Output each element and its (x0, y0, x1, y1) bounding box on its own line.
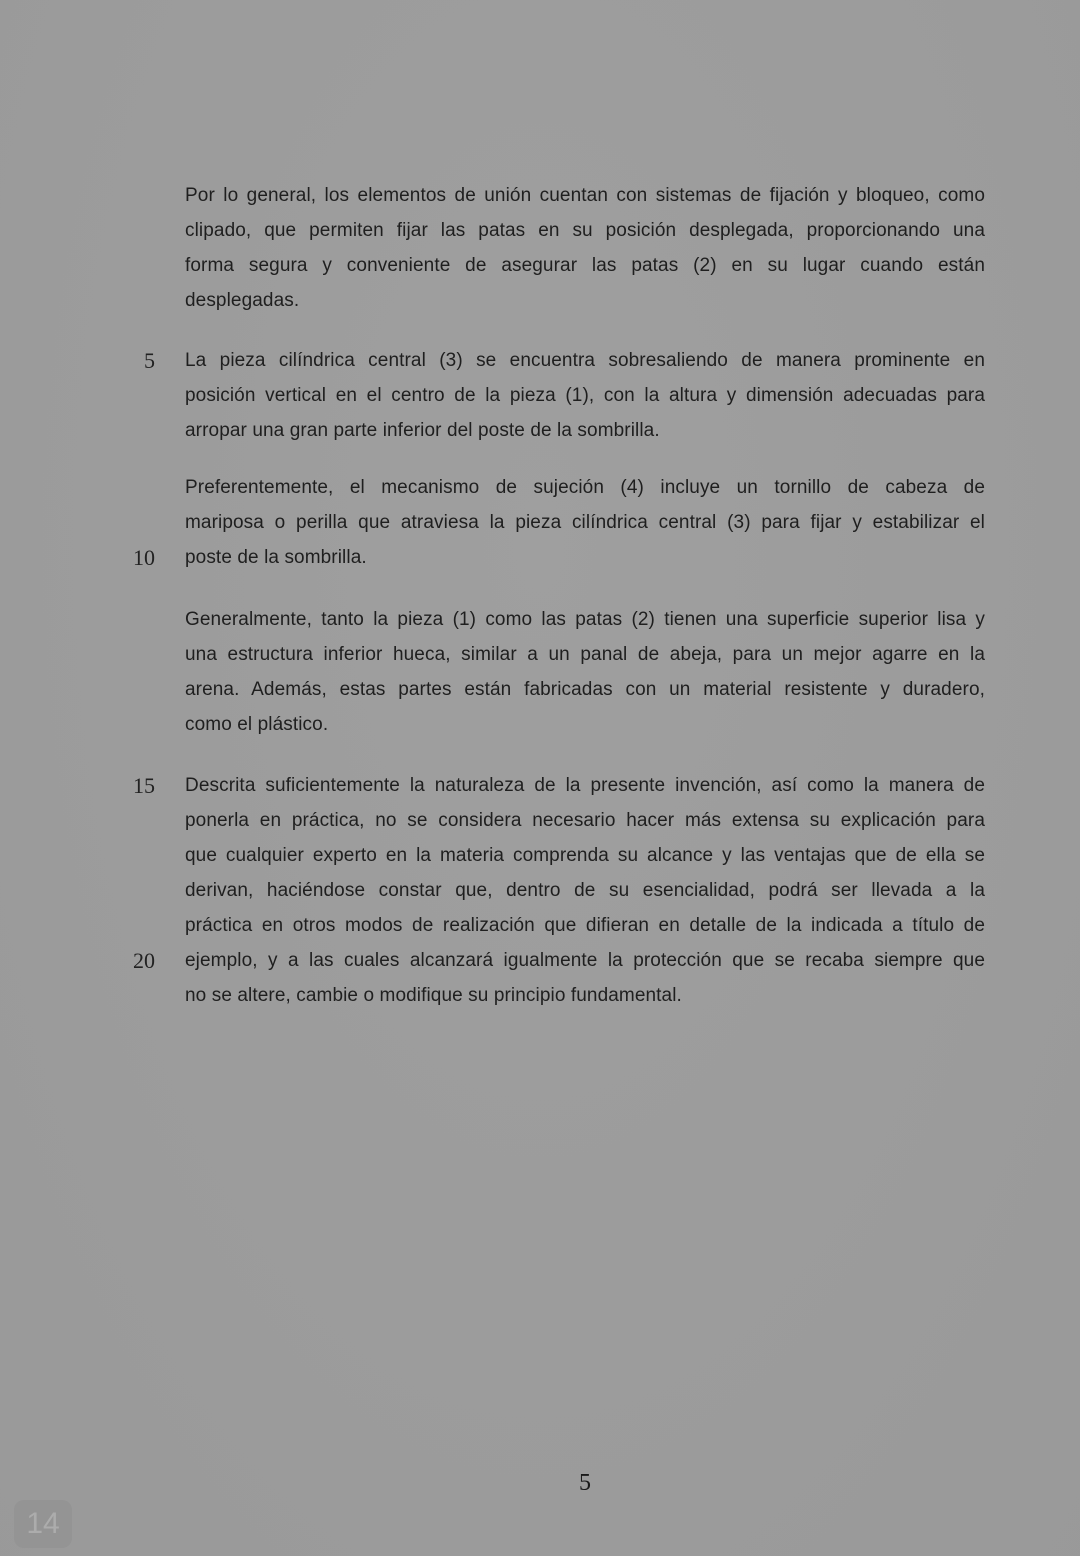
text-line: ponerla en práctica, no se considera necesario hacer más extensa su explicación para (185, 810, 985, 831)
text-line: desplegadas. (185, 290, 300, 311)
text-line: arropar una gran parte inferior del poste de la sombrilla. (185, 420, 660, 441)
text-line: como el plástico. (185, 714, 329, 735)
text-line: mariposa o perilla que atraviesa la pieza cilíndrica central (3) para fijar y estabilizar el (185, 512, 985, 533)
text-line: ejemplo, y a las cuales alcanzará igualmente la protección que se recaba siempre que (185, 950, 985, 971)
text-line: derivan, haciéndose constar que, dentro de su esencialidad, podrá ser llevada a la (185, 880, 985, 901)
text-line: que cualquier experto en la materia comprenda su alcance y las ventajas que de ella se (185, 845, 985, 866)
paragraph-3 (185, 470, 985, 575)
text-line: posición vertical en el centro de la pieza (1), con la altura y dimensión adecuadas para (185, 385, 985, 406)
text-line: Preferentemente, el mecanismo de sujeción (4) incluye un tornillo de cabeza de (185, 477, 985, 498)
text-line: Generalmente, tanto la pieza (1) como las patas (2) tienen una superficie superior lisa y (185, 609, 985, 630)
paragraph-2 (185, 343, 985, 448)
text-line: Descrita suficientemente la naturaleza de la presente invención, así como la manera de (185, 775, 985, 796)
page-thumbnail-badge: 14 (14, 1500, 72, 1548)
margin-line-number-20: 20 (133, 948, 155, 973)
text-line: La pieza cilíndrica central (3) se encuentra sobresaliendo de manera prominente en (185, 350, 985, 371)
paragraph-1 (185, 178, 985, 318)
margin-line-number-10: 10 (133, 545, 155, 570)
paragraph-4 (185, 602, 985, 742)
text-line: forma segura y conveniente de asegurar las patas (2) en su lugar cuando están (185, 255, 985, 276)
margin-line-number-15: 15 (133, 773, 155, 798)
text-line: una estructura inferior hueca, similar a un panal de abeja, para un mejor agarre en la (185, 644, 985, 665)
margin-line-number-5: 5 (144, 348, 155, 373)
text-line: poste de la sombrilla. (185, 547, 367, 568)
text-line: Por lo general, los elementos de unión cuentan con sistemas de fijación y bloqueo, como (185, 185, 985, 206)
page-number: 5 (579, 1470, 591, 1496)
text-line: clipado, que permiten fijar las patas en su posición desplegada, proporcionando una (185, 220, 985, 241)
text-line: no se altere, cambie o modifique su principio fundamental. (185, 985, 682, 1006)
text-line: práctica en otros modos de realización que difieran en detalle de la indicada a título de (185, 915, 985, 936)
paragraph-5 (185, 768, 985, 1013)
text-line: arena. Además, estas partes están fabricadas con un material resistente y duradero, (185, 679, 985, 700)
